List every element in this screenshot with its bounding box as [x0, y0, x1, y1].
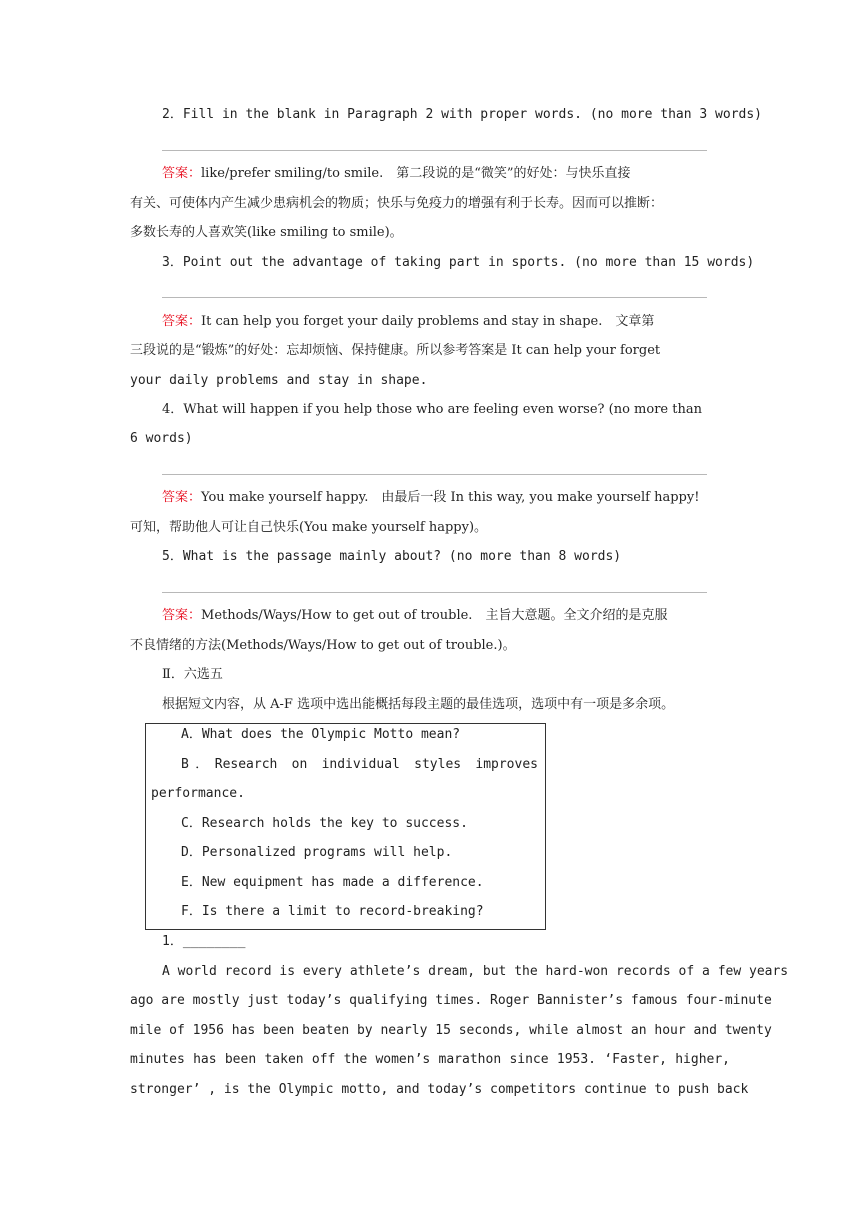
- passage-line-1: A world record is every athlete’s dream, but the hard-won records of a few years: [162, 964, 789, 979]
- passage-line-4: minutes has been taken off the women’s marathon since 1953. ‘Faster, higher,: [130, 1052, 730, 1067]
- answer-label: 答案：: [162, 490, 202, 505]
- answer-line-3: [162, 297, 707, 298]
- answer-line-2: [162, 150, 707, 151]
- answer-2-line-2: 有关、可使体内产生减少患病机会的物质；快乐与免疫力的增强有利于长寿。因而可以推断：: [130, 196, 664, 211]
- answer-5-line-1: 答案：Methods/Ways/How to get out of trouble. 主旨大意题。全文介绍的是克服: [162, 608, 668, 623]
- question-2-prompt: 2．Fill in the blank in Paragraph 2 with proper words. (no more than 3 words): [162, 107, 762, 122]
- answer-label: 答案：: [162, 314, 202, 329]
- answer-label: 答案：: [162, 608, 202, 623]
- answer-2-line-1: 答案：like/prefer smiling/to smile. 第二段说的是“微笑”的好处：与快乐直接: [162, 166, 631, 181]
- answer-label: 答案：: [162, 166, 202, 181]
- question-4-prompt-line-1: 4．What will happen if you help those who are feeling even worse? (no more than: [162, 402, 702, 417]
- answer-3-line-3: your daily problems and stay in shape.: [130, 373, 428, 388]
- question-3-prompt: 3．Point out the advantage of taking part in sports. (no more than 15 words): [162, 255, 755, 270]
- section-heading: Ⅱ．六选五: [162, 667, 223, 682]
- passage-line-5: stronger’ , is the Olympic motto, and today’s competitors continue to push back: [130, 1082, 749, 1097]
- question-4-prompt-line-2: 6 words): [130, 431, 193, 446]
- option-f: F．Is there a limit to record-breaking?: [181, 904, 484, 919]
- answer-line-4: [162, 474, 707, 475]
- passage-line-2: ago are mostly just today’s qualifying times. Roger Bannister’s famous four-minute: [130, 993, 772, 1008]
- option-c: C．Research holds the key to success.: [181, 816, 468, 831]
- answer-3-line-2: 三段说的是“锻炼”的好处：忘却烦恼、保持健康。所以参考答案是 It can help your forget: [130, 343, 661, 358]
- option-d: D．Personalized programs will help.: [181, 845, 453, 860]
- question-5-prompt: 5．What is the passage mainly about? (no more than 8 words): [162, 549, 622, 564]
- answer-2-line-3: 多数长寿的人喜欢笑(like smiling to smile)。: [130, 225, 403, 240]
- option-a: A．What does the Olympic Motto mean?: [181, 727, 461, 742]
- answer-4-line-2: 可知，帮助他人可让自己快乐(You make yourself happy)。: [130, 520, 488, 535]
- section-instruction: 根据短文内容，从 A-F 选项中选出能概括每段主题的最佳选项，选项中有一项是多余项。: [162, 697, 675, 712]
- passage-line-3: mile of 1956 has been beaten by nearly 15 seconds, while almost an hour and twenty: [130, 1023, 772, 1038]
- blank-1: 1．________: [162, 934, 246, 949]
- answer-3-line-1: 答案：It can help you forget your daily problems and stay in shape. 文章第: [162, 314, 655, 329]
- answer-line-5: [162, 592, 707, 593]
- answer-5-line-2: 不良情绪的方法(Methods/Ways/How to get out of trouble.)。: [130, 638, 516, 653]
- option-b-line-1: B．Research on individual styles improves: [181, 757, 538, 772]
- answer-4-line-1: 答案：You make yourself happy. 由最后一段 In this way, you make yourself happy!: [162, 490, 700, 505]
- option-e: E．New equipment has made a difference.: [181, 875, 484, 890]
- option-b-line-2: performance.: [151, 786, 245, 801]
